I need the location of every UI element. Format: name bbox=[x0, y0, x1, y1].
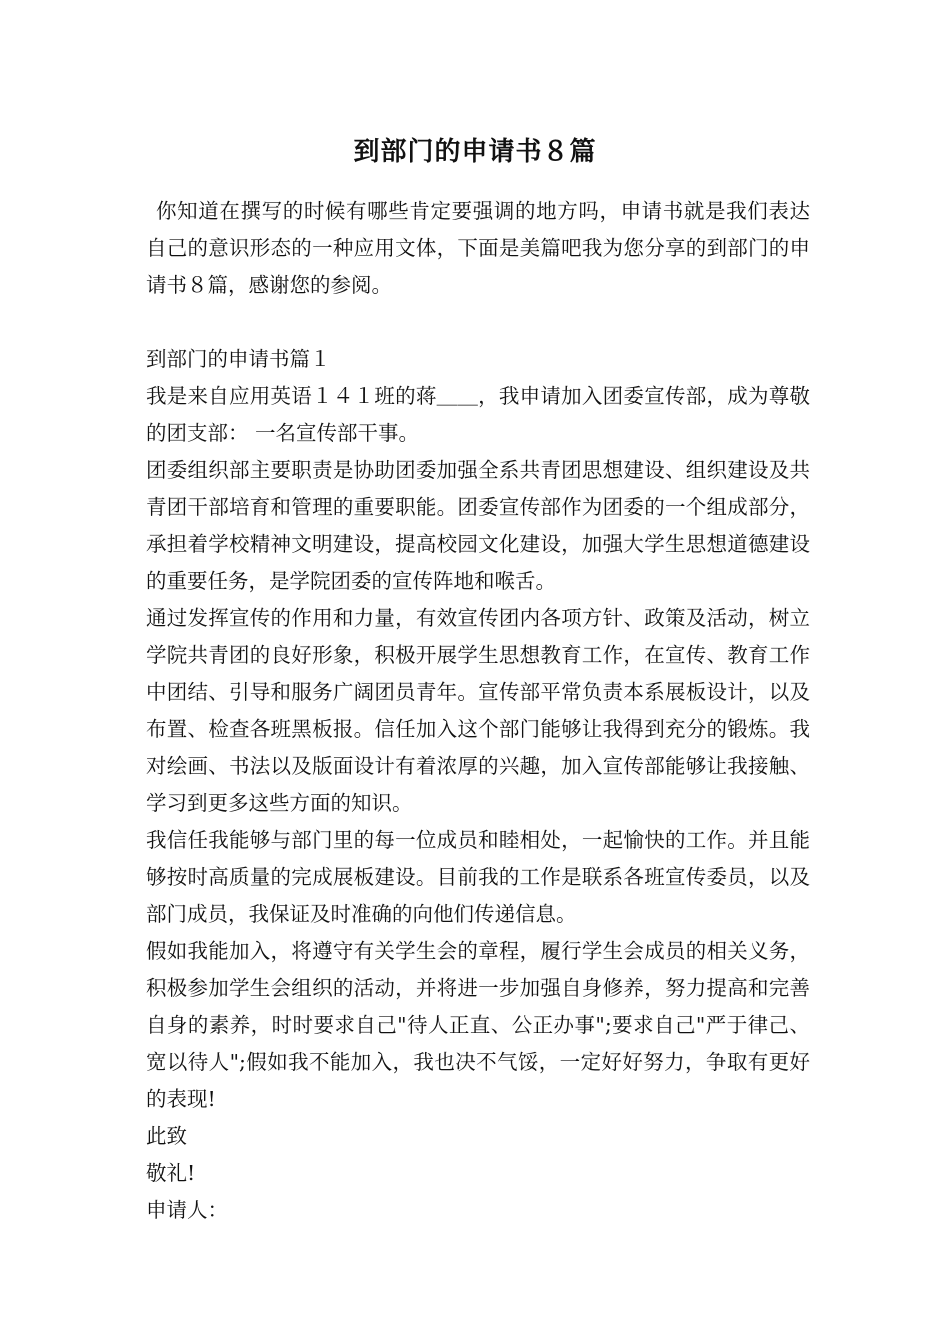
page-title: 到部门的申请书８篇 bbox=[353, 137, 597, 167]
body-paragraph-2: 团委组织部主要职责是协助团委加强全系共青团思想建设、组织建设及共青团干部培育和管理的重要职能。团委宣传部作为团委的一个组成部分，承担着学校精神文明建设，提高校园文化建设，加强大学生思想道德建设的重要任务，是学院团委的宣传阵地和喉舌。 bbox=[146, 458, 810, 593]
body-paragraph-4: 我信任我能够与部门里的每一位成员和睦相处，一起愉快的工作。并且能够按时高质量的完成展板建设。目前我的工作是联系各班宣传委员，以及部门成员，我保证及时准确的向他们传递信息。 bbox=[146, 828, 810, 926]
salutation-line: 敬礼! bbox=[146, 1161, 196, 1185]
section-heading: 到部门的申请书篇１ bbox=[146, 347, 331, 371]
intro-paragraph: 你知道在撰写的时候有哪些肯定要强调的地方吗，申请书就是我们表达自己的意识形态的一种应用文体，下面是美篇吧我为您分享的到部门的申请书８篇，感谢您的参阅。 bbox=[146, 199, 810, 297]
signature-label: 申请人： bbox=[146, 1198, 228, 1222]
closing-line: 此致 bbox=[146, 1124, 187, 1148]
document-body bbox=[146, 193, 810, 1229]
body-paragraph-3: 通过发挥宣传的作用和力量，有效宣传团内各项方针、政策及活动，树立学院共青团的良好形象，积极开展学生思想教育工作，在宣传、教育工作中团结、引导和服务广阔团员青年。宣传部平常负责本系展板设计，以及布置、检查各班黑板报。信任加入这个部门能够让我得到充分的锻炼。我对绘画、书法以及版面设计有着浓厚的兴趣，加入宣传部能够让我接触、学习到更多这些方面的知识。 bbox=[146, 606, 810, 815]
body-paragraph-1: 我是来自应用英语１４１班的蒋＿＿，我申请加入团委宣传部，成为尊敬的团支部： 一名宣传部干事。 bbox=[146, 384, 810, 445]
paragraph-spacer bbox=[146, 304, 810, 341]
body-paragraph-5: 假如我能加入，将遵守有关学生会的章程，履行学生会成员的相关义务，积极参加学生会组织的活动，并将进一步加强自身修养，努力提高和完善自身的素养，时时要求自己"待人正直、公正办事";要求自己"严于律己、宽以待人";假如我不能加入，我也决不气馁，一定好好努力，争取有更好的表现! bbox=[146, 939, 810, 1111]
